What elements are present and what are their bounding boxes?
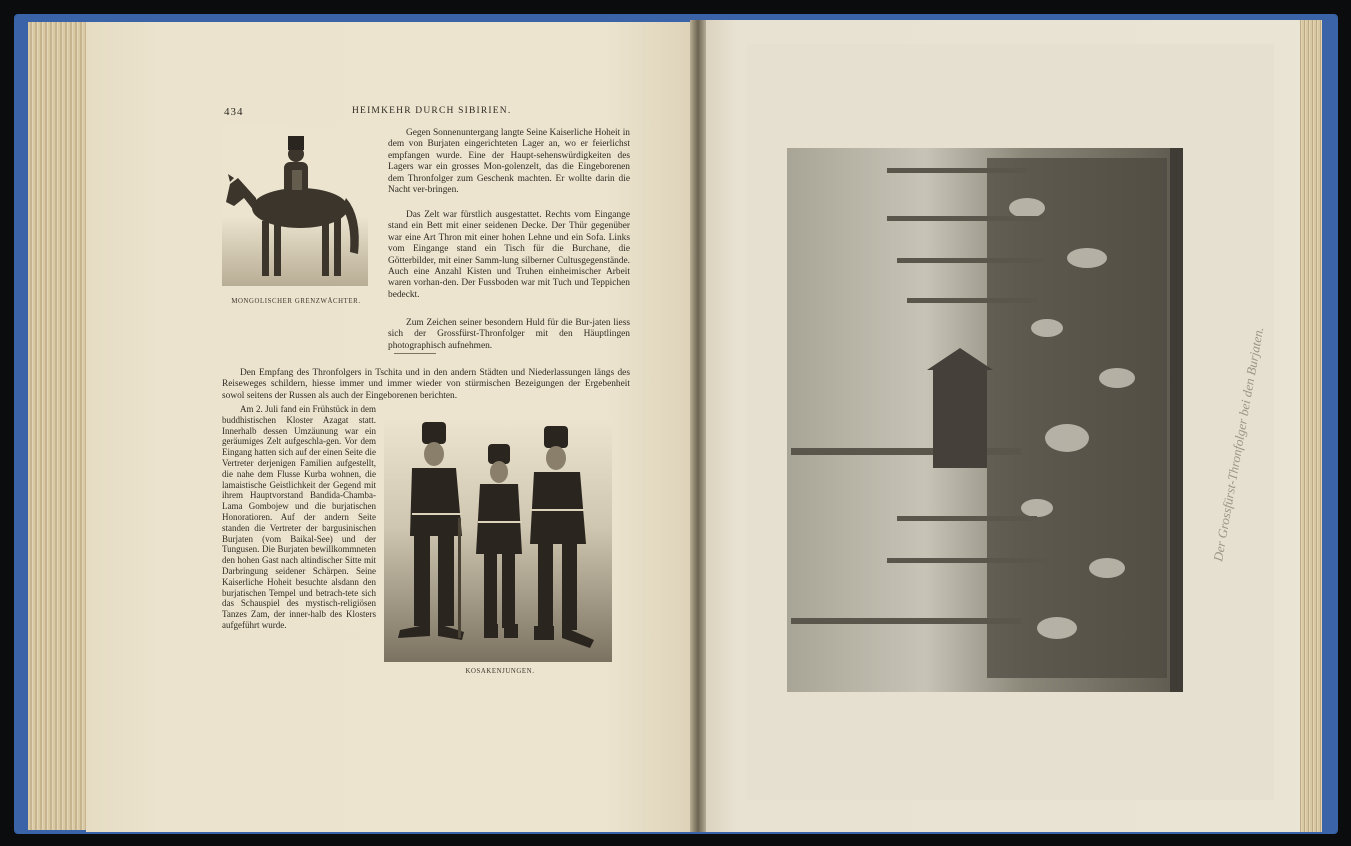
page-edges-right xyxy=(1298,20,1322,832)
paragraph-1: Gegen Sonnenuntergang langte Seine Kaiserliche Hoheit in dem von Burjaten eingerichteten Lager an, wo er feierlichst empfangen wurde. Eine der Haupt-sehenswürdigkeiten des Lagers war ein grosses Mon-golenzelt, das die Eingeborenen dem Thronfolger zum Geschenk machten. Er wollte darin die Nacht ver-bringen. xyxy=(388,128,630,196)
paragraph-4: Den Empfang des Thronfolgers in Tschita und in den andern Städten und Niederlassungen längs des Reiseweges schildern, hiesse immer und immer wieder von stürmischen Bezeigungen der Ergebenheit sowol seitens der Russen als auch der Eingeborenen berichten. xyxy=(222,368,630,401)
plate-caption xyxy=(1200,290,1267,570)
paragraph-3: Zum Zeichen seiner besondern Huld für die Bur-jaten liess sich der Grossfürst-Thronfolger mit den Häuptlingen photographisch aufnehmen. xyxy=(388,318,630,351)
plate-caption-text: Der Grossfürst-Thronfolger bei den Burjaten. xyxy=(1210,325,1267,563)
paragraph-5: Am 2. Juli fand ein Frühstück in dem buddhistischen Kloster Azagat statt. Innerhalb dessen Umzäunung war ein geräumiges Zelt aufgeschla-gen. Vor dem Eingang hatten sich auf der einen Seite die Vertreter derjenigen Familien aufgestellt, die nahe dem Flusse Kurba wohnen, die lamaistische Geistlichkeit der Gegend mit ihrem Hauptvorstand Bandida-Chamba-Lama Gombojew und die burjatischen Honoratioren. Auf der andern Seite standen die Vertreter der bargusinischen Burjaten (vom Baikal-See) und der Tungusen. Die Burjaten bewillkommneten den hohen Gast nach altindischer Sitte mit Darbringung seidener Schärpen. Seine Kaiserliche Hoheit besuchte alsdann den burjatischen Tempel und betrach-tete sich das Schauspiel des mystisch-religiösen Tanzes Zam, der inner-halb des Klosters aufgeführt wurde. xyxy=(222,404,376,630)
book-gutter xyxy=(690,20,706,832)
paragraph-2: Das Zelt war fürstlich ausgestattet. Rechts vom Eingange stand ein Bett mit einer seidenen Decke. Der Thür gegenüber war eine Art Thron mit einer hohen Lehne und ein Sofa. Links vom Eingange stand ein Tisch für die Burchane, die Götterbilder, mit einer Samm-lung silberner Cultusgegenstände. Auch eine Anzahl Kisten und Truhen einheimischer Arbeit waren vorhan-den. Der Fussboden war mit Tuch und Teppichen bedeckt. xyxy=(388,210,630,300)
page-edges-left xyxy=(28,22,94,830)
burjaten-photograph xyxy=(787,148,1183,692)
section-divider xyxy=(394,353,436,354)
running-title: HEIMKEHR DURCH SIBIRIEN. xyxy=(352,106,512,116)
rider-caption: MONGOLISCHER GRENZWÄCHTER. xyxy=(231,298,361,305)
page-number: 434 xyxy=(224,106,244,118)
cossack-boys-illustration xyxy=(384,418,612,662)
rider-illustration xyxy=(222,126,368,286)
boys-caption: KOSAKENJUNGEN. xyxy=(465,668,535,675)
